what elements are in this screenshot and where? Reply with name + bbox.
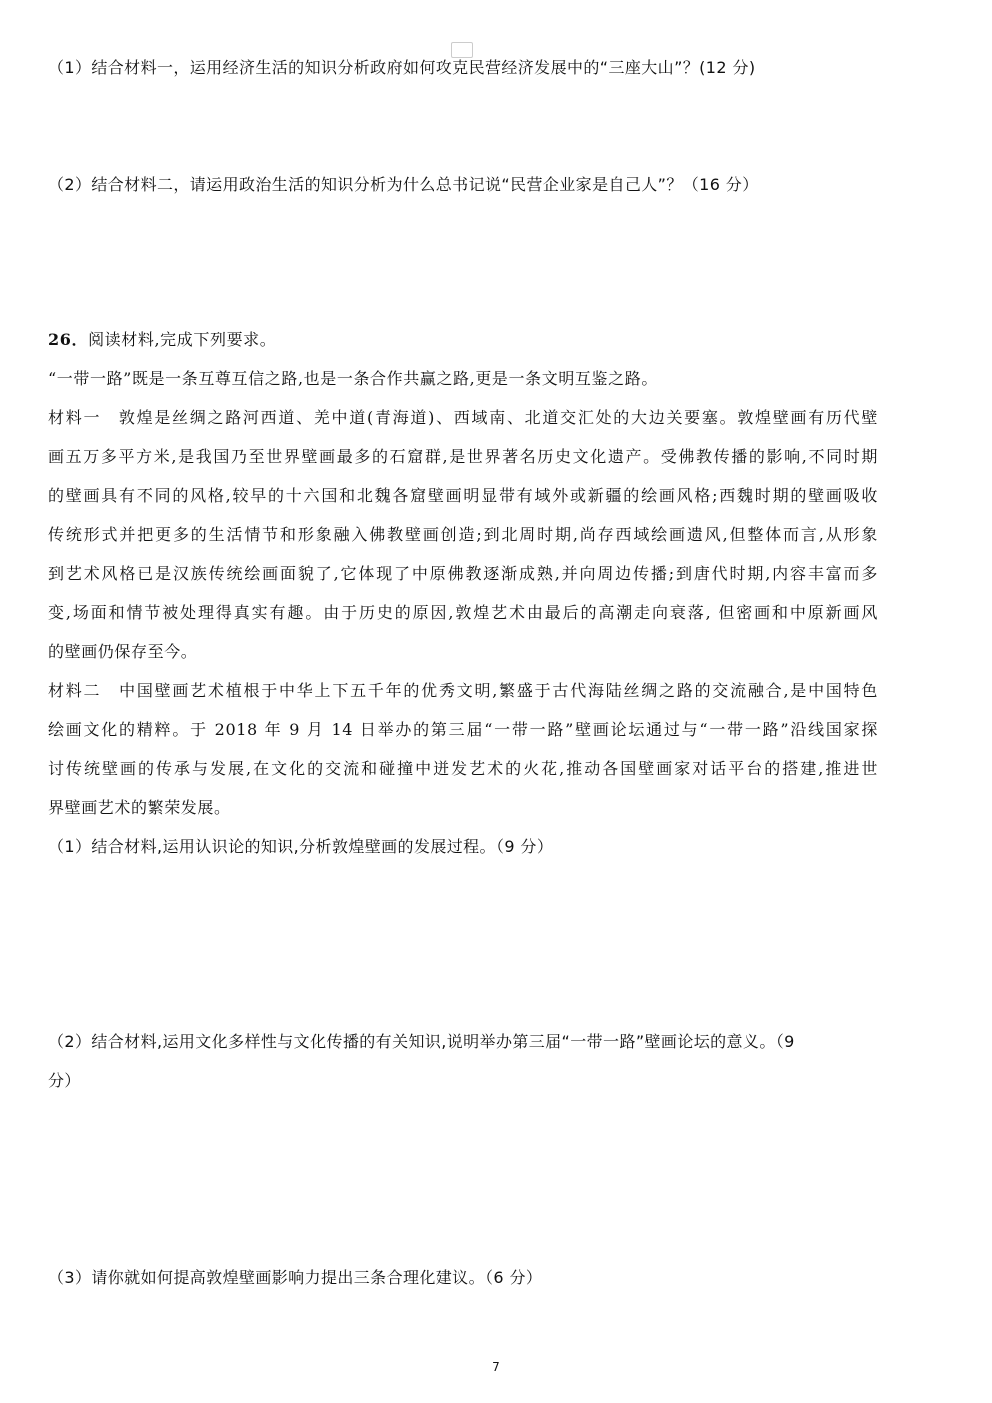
material-1-line: 的壁画具有不同的风格,较早的十六国和北魏各窟壁画明显带有域外或新疆的绘画风格;西魏时期的壁画吸收	[48, 486, 878, 505]
page-number: 7	[492, 1360, 500, 1374]
material-1-line: 画五万多平方米,是我国乃至世界壁画最多的石窟群,是世界著名历史文化遗产。受佛教传播的影响,不同时期	[48, 447, 878, 466]
question-26-heading	[48, 330, 878, 350]
material-2-line: 材料二 中国壁画艺术植根于中华上下五千年的优秀文明,繁盛于古代海陆丝绸之路的交流融合,是中国特色	[48, 681, 878, 700]
material-2-line: 讨传统壁画的传承与发展,在文化的交流和碰撞中迸发艺术的火花,推动各国壁画家对话平台的搭建,推进世	[48, 759, 878, 778]
question-26-instruction: 阅读材料,完成下列要求。	[88, 330, 277, 349]
material-1-line: 传统形式并把更多的生活情节和形象融入佛教壁画创造;到北周时期,尚存西域绘画遗风,但整体而言,从形象	[48, 525, 878, 544]
question-25-part-1: （1）结合材料一，运用经济生活的知识分析政府如何攻克民营经济发展中的“三座大山”？(12 分)	[48, 58, 756, 77]
material-1-line: 的壁画仍保存至今。	[48, 642, 198, 661]
material-2-line: 界壁画艺术的繁荣发展。	[48, 798, 231, 817]
question-26-part-3: （3）请你就如何提高敦煌壁画影响力提出三条合理化建议。（6 分）	[48, 1268, 543, 1287]
material-1-line: 变,场面和情节被处理得真实有趣。由于历史的原因,敦煌艺术由最后的高潮走向衰落, 但密画和中原新画风	[48, 603, 878, 622]
material-1-line: 到艺术风格已是汉族传统绘画面貌了,它体现了中原佛教逐渐成熟,并向周边传播;到唐代时期,内容丰富而多	[48, 564, 878, 583]
material-1-line: 材料一 敦煌是丝绸之路河西道、羌中道(青海道)、西域南、北道交汇处的大边关要塞。敦煌壁画有历代壁	[48, 408, 878, 427]
scan-mark	[451, 42, 473, 58]
question-26-number: 26．	[48, 330, 89, 349]
intro-text: “一带一路”既是一条互尊互信之路,也是一条合作共赢之路,更是一条文明互鉴之路。	[48, 369, 658, 388]
question-26-part-1: （1）结合材料,运用认识论的知识,分析敦煌壁画的发展过程。（9 分）	[48, 837, 554, 856]
question-26-part-2-cont: 分）	[48, 1071, 81, 1090]
question-25-part-2: （2）结合材料二，请运用政治生活的知识分析为什么总书记说“民营企业家是自己人”？（16 分）	[48, 175, 759, 194]
material-2-line: 绘画文化的精粹。于 2018 年 9 月 14 日举办的第三届“一带一路”壁画论坛通过与“一带一路”沿线国家探	[48, 720, 878, 739]
question-26-part-2: （2）结合材料,运用文化多样性与文化传播的有关知识,说明举办第三届“一带一路”壁画论坛的意义。（9	[48, 1032, 795, 1051]
